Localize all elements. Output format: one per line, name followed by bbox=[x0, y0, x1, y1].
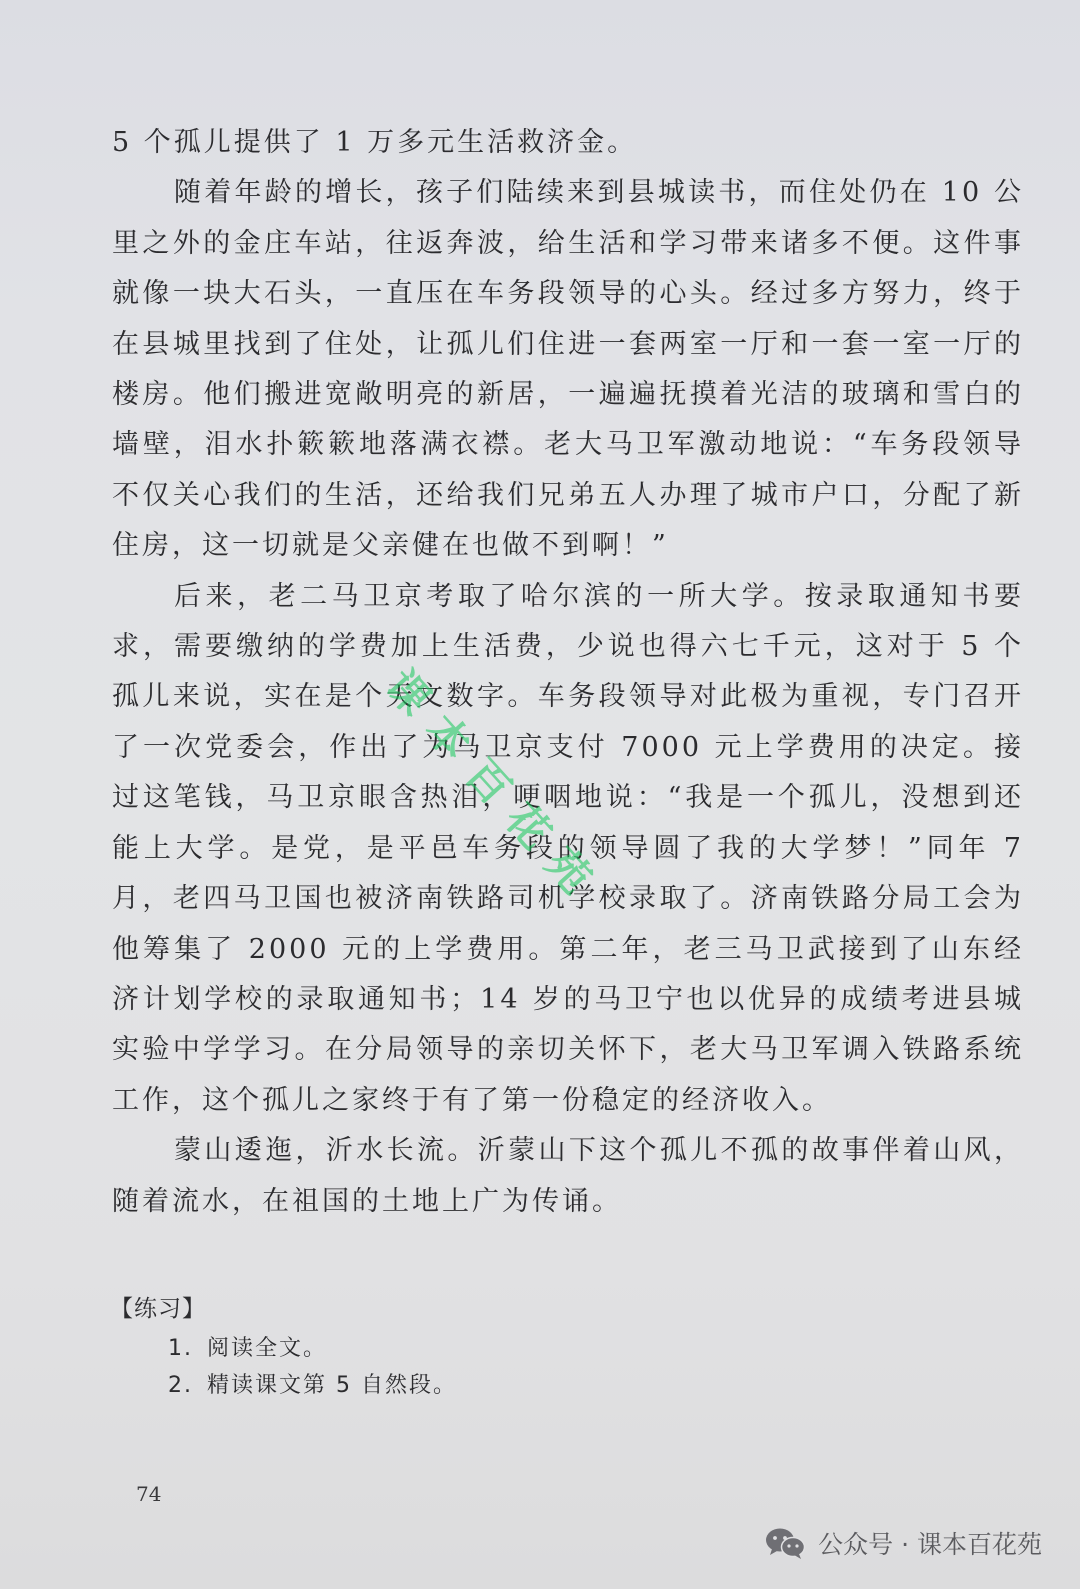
paragraph: 后来，老二马卫京考取了哈尔滨的一所大学。按录取通知书要求，需要缴纳的学费加上生活费，少说也得六七千元，这对于 5 个孤儿来说，实在是个天文数字。车务段领导对此极为重视，专门召开了一次党委会，作出了为马卫京支付 7000 元上学费用的决定。接过这笔钱，马卫京眼含热泪，哽咽地说：“我是一个孤儿，没想到还能上大学。是党，是平邑车务段的领导圆了我的大学梦！”同年 7 月，老四马卫国也被济南铁路司机学校录取了。济南铁路分局工会为他筹集了 2000 元的上学费用。第二年，老三马卫武接到了山东经济计划学校的录取通知书；14 岁的马卫宁也以优异的成绩考进县城实验中学学习。在分局领导的亲切关怀下，老大马卫军调入铁路系统工作，这个孤儿之家终于有了第一份稳定的经济收入。 bbox=[112, 580, 1024, 1116]
watermark: 课本百花苑 bbox=[375, 660, 613, 917]
exercise-section bbox=[110, 1290, 457, 1405]
paragraph: 随着年龄的增长，孩子们陆续来到县城读书，而住处仍在 10 公里之外的金庄车站，往返奔波，给生活和学习带来诸多不便。这件事就像一块大石头，一直压在车务段领导的心头。经过多方努力，终于在县城里找到了住处，让孤儿们住进一套两室一厅和一套一室一厅的楼房。他们搬进宽敞明亮的新居，一遍遍抚摸着光洁的玻璃和雪白的墙壁，泪水扑簌簌地落满衣襟。老大马卫军激动地说：“车务段领导不仅关心我们的生活，还给我们兄弟五人办理了城市户口，分配了新住房，这一切就是父亲健在也做不到啊！” bbox=[112, 177, 1024, 562]
wechat-icon bbox=[764, 1526, 806, 1560]
paragraph-continuation: 5 个孤儿提供了 1 万多元生活救济金。 bbox=[112, 127, 638, 158]
main-text bbox=[112, 118, 1024, 1227]
exercise-item-number: 2. bbox=[168, 1373, 193, 1398]
page-number: 74 bbox=[136, 1482, 162, 1506]
exercise-item-text: 阅读全文。 bbox=[207, 1336, 328, 1361]
account-footer bbox=[764, 1525, 1042, 1561]
account-name: 公众号 · 课本百花苑 bbox=[818, 1530, 1042, 1559]
exercise-item-text: 精读课文第 5 自然段。 bbox=[207, 1373, 457, 1398]
exercise-title: 【练习】 bbox=[110, 1296, 206, 1322]
exercise-item bbox=[168, 1331, 457, 1362]
exercise-item bbox=[168, 1368, 457, 1399]
paragraph: 蒙山逶迤，沂水长流。沂蒙山下这个孤儿不孤的故事伴着山风，随着流水，在祖国的土地上广为传诵。 bbox=[112, 1135, 1024, 1217]
exercise-item-number: 1. bbox=[168, 1336, 193, 1361]
